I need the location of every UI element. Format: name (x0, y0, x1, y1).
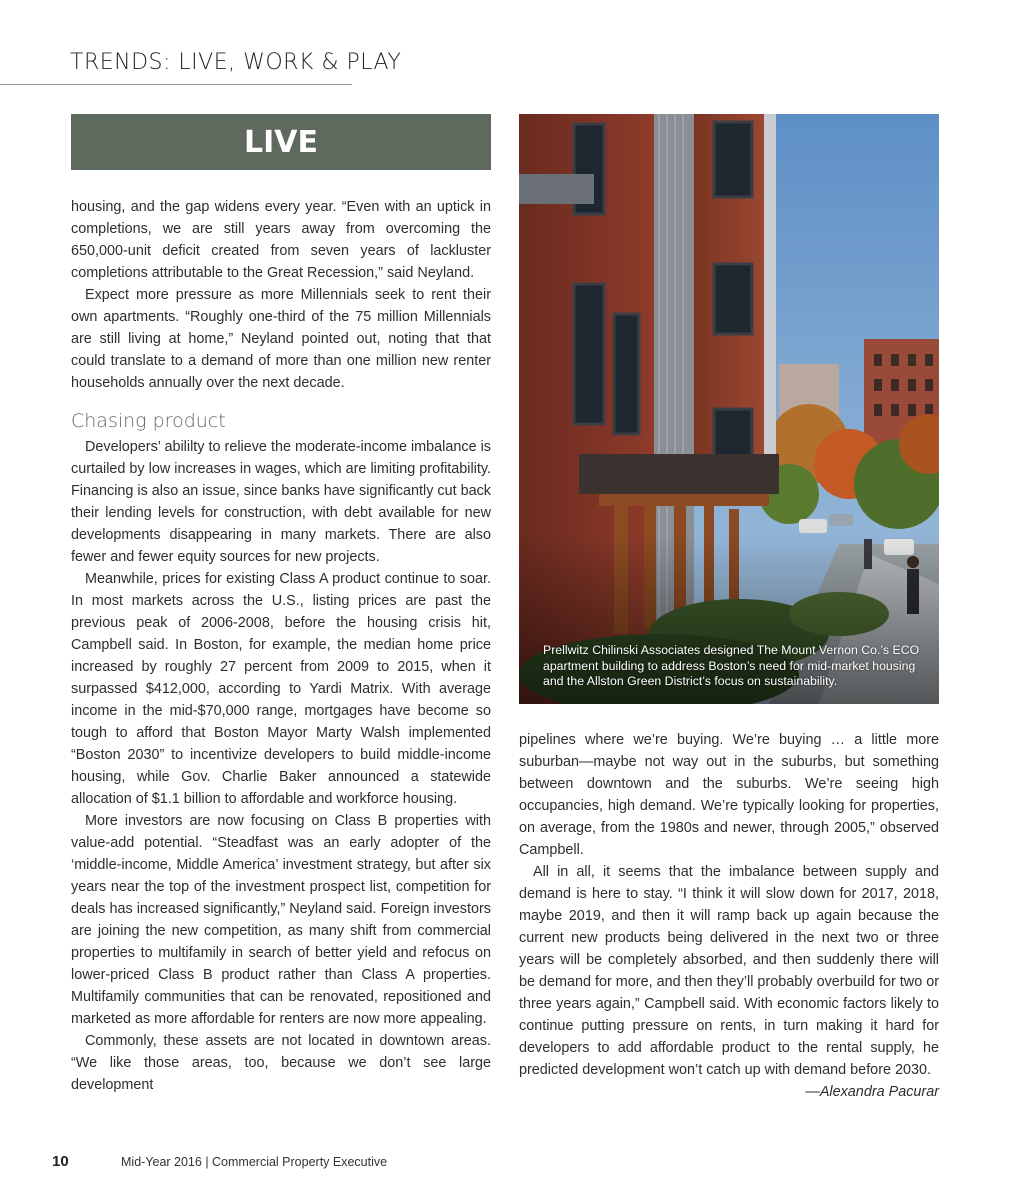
paragraph: Commonly, these assets are not located in downtown areas. “We like those areas, too, because we don’t see large development (71, 1033, 491, 1093)
page-number: 10 (52, 1153, 69, 1170)
paragraph: housing, and the gap widens every year. “Even with an uptick in completions, we are still years away from overcoming the 650,000-unit deficit created from seven years of lackluster completions attributable to the Great Recession,” said Neyland. (71, 199, 491, 281)
subheading: Chasing product (71, 410, 226, 432)
building-photo-illustration (519, 114, 939, 704)
paragraph: Developers’ abililty to relieve the moderate-income imbalance is curtailed by low increases in wages, which are limiting profitability. Financing is also an issue, since banks have significantly cut back their lending levels for construction, with debt available for new developments disappearing in many markets. There are also fewer and fewer equity sources for new projects. (71, 439, 491, 565)
paragraph: All in all, it seems that the imbalance between supply and demand is here to stay. “I think it will slow down for 2017, 2018, maybe 2019, and then it will ramp back up again because the current new products being delivered in the next two or three years will be completely absorbed, and then suddenly there will be demand for more, and then they’ll probably overbuild for two or three years again,” Campbell said. With economic factors likely to continue putting pressure on rents, in turn making it hard for developers to add affordable product to the rental supply, he predicted development won’t catch up with demand before 2030. (519, 864, 939, 1078)
paragraph: Expect more pressure as more Millennials seek to rent their own apartments. “Roughly one-third of the 75 million Millennials are still living at home,” Neyland pointed out, noting that that could translate to a demand of more than one million new renter households annually over the next decade. (71, 287, 491, 391)
right-column (519, 729, 939, 1103)
left-column (71, 196, 491, 1096)
author-signature: —Alexandra Pacurar (805, 1084, 939, 1100)
paragraph: pipelines where we’re buying. We’re buying … a little more suburban—maybe not way out in the suburbs, but something between downtown and the suburbs. We’re seeing high occupancies, high demand. We’re typically looking for properties, on average, from the 1980s and newer, through 2005,” observed Campbell. (519, 732, 939, 858)
publication-credit: Mid-Year 2016 | Commercial Property Executive (121, 1155, 388, 1169)
section-header: TRENDS: LIVE, WORK & PLAY (70, 50, 402, 75)
building-photo (519, 114, 939, 704)
header-rule (0, 84, 352, 85)
paragraph: Meanwhile, prices for existing Class A product continue to soar. In most markets across the U.S., listing prices are past the previous peak of 2006-2008, before the housing crisis hit, Campbell said. In Boston, for example, the median home price increased by roughly 27 percent from 2009 to 2015, when it surpassed $412,000, according to Yardi Matrix. With average income in the mid-$70,000 range, mortgages have become so tough to afford that Boston Mayor Marty Walsh implemented “Boston 2030” to incentivize developers to build middle-income housing, while Gov. Charlie Baker announced a statewide allocation of $1.1 billion to affordable and workforce housing. (71, 571, 491, 807)
live-banner (71, 114, 491, 170)
paragraph: More investors are now focusing on Class B properties with value-add potential. “Steadfast was an early adopter of the ‘middle-income, Middle America’ investment strategy, but after six years near the top of the investment prospect list, competition for deals has increased significantly,” Neyland said. Foreign investors are joining the new competition, as many shift from commercial properties to multifamily in search of better yield and refocus on lower-priced Class B product rather than Class A properties. Multifamily communities that can be renovated, repositioned and marketed as more affordable for renters are now more appealing. (71, 813, 491, 1027)
live-banner-label: LIVE (244, 124, 318, 160)
photo-caption: Prellwitz Chilinski Associates designed The Mount Vernon Co.’s ECO apartment building to address Boston’s need for mid-market housing and the Allston Green District’s focus on sustainability. (543, 643, 920, 688)
